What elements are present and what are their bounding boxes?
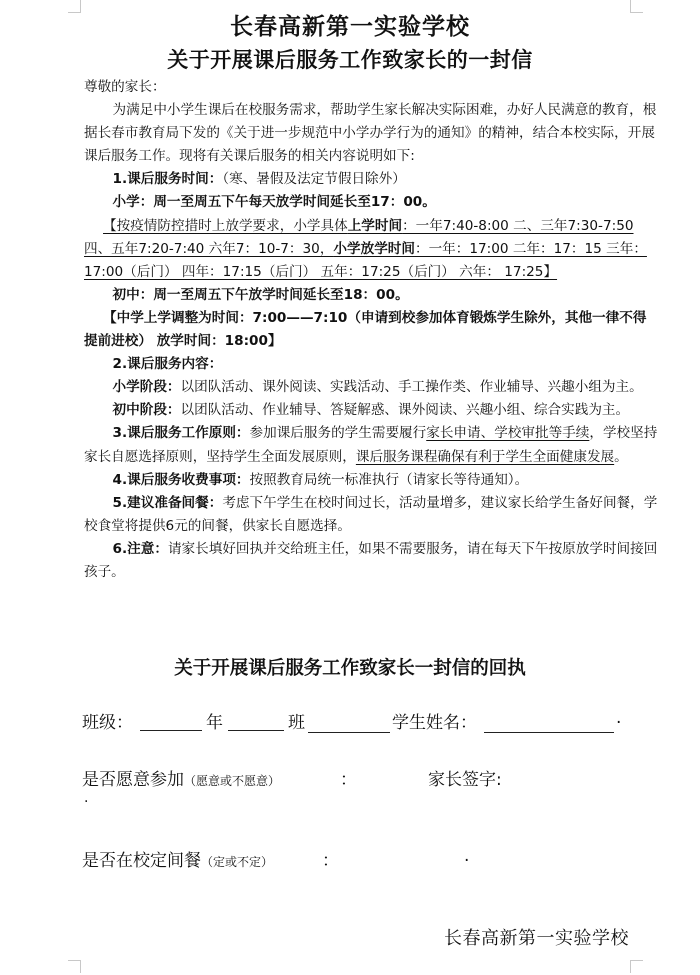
middle-schedule-heading: 初中：周一至周五下午放学时间延长至18：00。 xyxy=(112,286,409,303)
student-name-label: 学生姓名： xyxy=(392,713,477,733)
class-underline xyxy=(308,732,390,733)
student-name-blank[interactable] xyxy=(484,732,614,733)
section-2-primary: 小学阶段：以团队活动、课外阅读、实践活动、手工操作类、作业辅导、兴趣小组为主。 xyxy=(112,379,643,396)
class-unit-label: 班 xyxy=(288,713,305,733)
meal-line-dot: . xyxy=(464,846,470,866)
section-6: 6.注意：请家长填好回执并交给班主任，如果不需要服务，请在每天下午按原放学时间接回孩子。 xyxy=(84,540,658,580)
section-2-middle: 初中阶段：以团队活动、作业辅导、答疑解惑、课外阅读、兴趣小组、综合实践为主。 xyxy=(112,402,630,419)
grade-blank[interactable] xyxy=(140,730,202,731)
section-2-heading: 2.课后服务内容： xyxy=(112,356,223,373)
primary-schedule-detail: 【按疫情防控措时上放学要求，小学具体上学时间：一年7:40-8:00 二、三年7:30-7:50 四、五年7:20-7:40 六年7：10-7：30，小学放学时间：一年：17:00 二年：17：15 三年：17:00（后门） 四年：17:15（后门） 五年：17:25（后门） 六年： 17:25】 xyxy=(84,217,647,280)
middle-schedule-detail: 【中学上学调整为时间：7:00——7:10（申请到校参加体育锻炼学生除外，其他一律不得提前进校） 放学时间：18:00】 xyxy=(84,309,647,350)
school-title: 长春高新第一实验学校 xyxy=(230,14,470,40)
section-3: 3.课后服务工作原则：参加课后服务的学生需要履行家长申请、学校审批等手续，学校坚持家长自愿选择原则，坚持学生全面发展原则，课后服务课程确保有利于学生全面健康发展。 xyxy=(84,425,658,465)
intro-paragraph: 为满足中小学生课后在校服务需求，帮助学生家长解决实际困难，办好人民满意的教育，根据长春市教育局下发的《关于进一步规范中小学办学行为的通知》的精神，结合本校实际，开展课后服务工作。现将有关课后服务的相关内容说明如下: xyxy=(84,102,657,165)
willing-question: 是否愿意参加（愿意或不愿意） xyxy=(82,770,281,790)
greeting: 尊敬的家长： xyxy=(84,79,166,95)
line-end-dot: . xyxy=(616,708,622,728)
section-5: 5.建议准备间餐：考虑下午学生在校时间过长，活动量增多，建议家长给学生备好间餐，学校食堂将提供6元的间餐，供家长自愿选择。 xyxy=(84,494,658,534)
grade-label: 年 xyxy=(206,713,223,733)
page-corner-mark xyxy=(68,960,81,973)
section-1 xyxy=(84,168,659,191)
receipt-title: 关于开展课后服务工作致家长一封信的回执 xyxy=(174,658,526,679)
meal-question: 是否在校定间餐（定或不定） xyxy=(82,851,274,871)
class-label: 班级： xyxy=(82,713,133,733)
meal-colon: ： xyxy=(322,851,339,871)
parent-signature-label: 家长签字: xyxy=(428,770,502,790)
stray-dot: . xyxy=(84,790,89,806)
letter-body xyxy=(84,76,659,584)
school-signature: 长春高新第一实验学校 xyxy=(444,928,629,949)
willing-colon: ： xyxy=(340,770,357,790)
section-1-note: （寒、暑假及法定节假日除外） xyxy=(222,171,406,188)
section-1-heading: 1.课后服务时间： xyxy=(112,171,223,188)
section-4: 4.课后服务收费事项：按照教育局统一标准执行（请家长等待通知）。 xyxy=(112,471,529,488)
page-corner-mark xyxy=(630,960,643,973)
primary-schedule-heading: 小学：周一至周五下午每天放学时间延长至17：00。 xyxy=(112,194,436,211)
letter-title: 关于开展课后服务工作致家长的一封信 xyxy=(167,48,533,72)
class-number-blank[interactable] xyxy=(228,730,284,731)
